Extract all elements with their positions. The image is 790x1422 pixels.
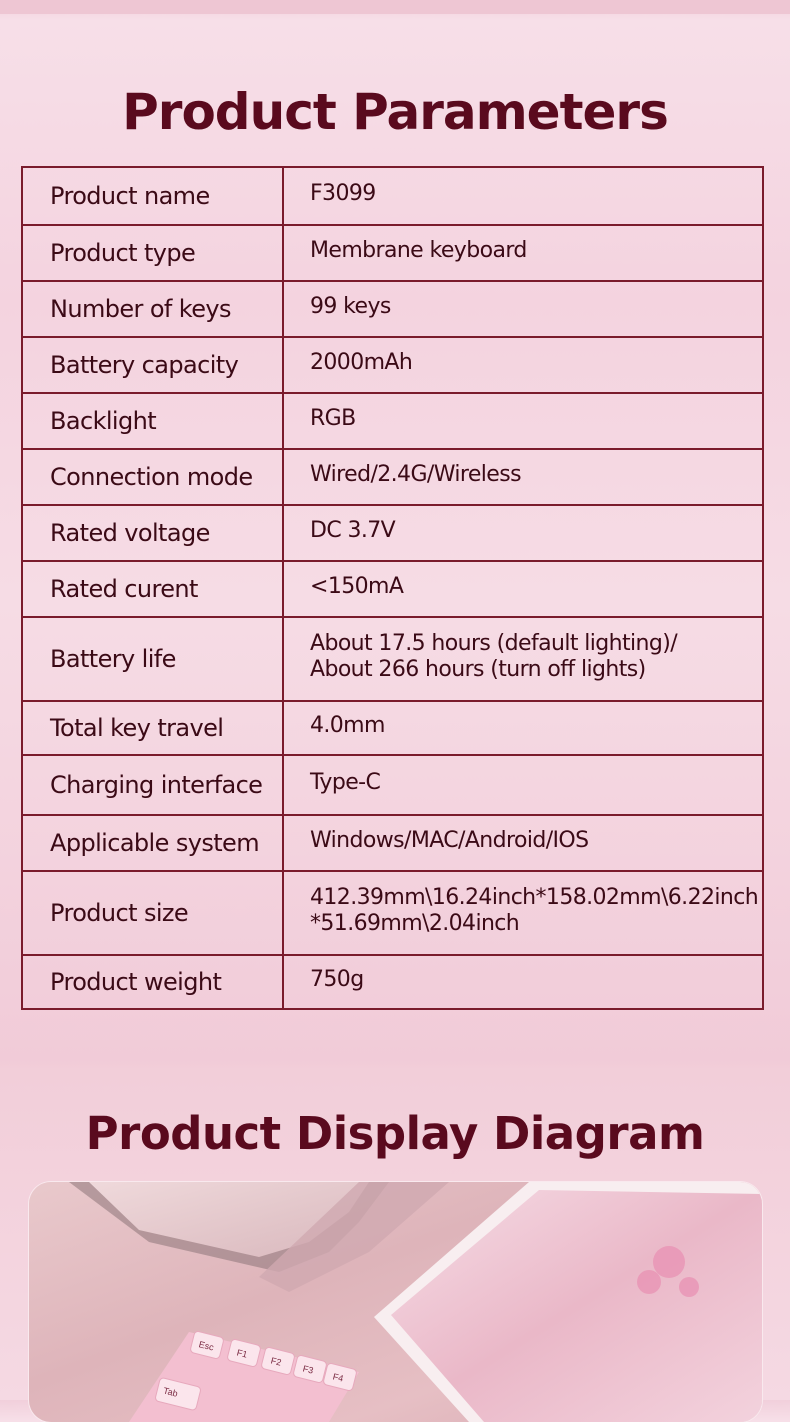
spec-value-line: *51.69mm\2.04inch xyxy=(310,911,520,936)
spec-label: Battery capacity xyxy=(22,337,283,393)
spec-value-line: Type-C xyxy=(310,770,381,795)
spec-value xyxy=(283,167,763,225)
spec-row xyxy=(22,393,763,449)
spec-label: Backlight xyxy=(22,393,283,449)
top-strip xyxy=(0,0,790,14)
spec-value xyxy=(283,701,763,755)
spec-row xyxy=(22,167,763,225)
spec-value xyxy=(283,755,763,815)
spec-label: Number of keys xyxy=(22,281,283,337)
spec-row xyxy=(22,225,763,281)
keyboard-scene-illustration xyxy=(29,1182,762,1422)
keycap-f1-label: F1 xyxy=(235,1347,249,1360)
spec-value xyxy=(283,281,763,337)
spec-row xyxy=(22,701,763,755)
spec-value-line: Membrane keyboard xyxy=(310,238,527,263)
spec-row xyxy=(22,449,763,505)
spec-value-line: 412.39mm\16.24inch*158.02mm\6.22inch xyxy=(310,885,759,910)
spec-value-line: Wired/2.4G/Wireless xyxy=(310,462,521,487)
spec-label: Applicable system xyxy=(22,815,283,871)
spec-value xyxy=(283,815,763,871)
spec-label: Battery life xyxy=(22,617,283,701)
spec-label: Rated voltage xyxy=(22,505,283,561)
spec-row xyxy=(22,505,763,561)
spec-value-line: 750g xyxy=(310,967,364,992)
spec-value-line: F3099 xyxy=(310,181,376,206)
spec-row xyxy=(22,337,763,393)
keycap-f3-label: F3 xyxy=(301,1363,315,1376)
spec-value xyxy=(283,955,763,1009)
spec-value xyxy=(283,617,763,701)
spec-label: Charging interface xyxy=(22,755,283,815)
spec-value-line: 2000mAh xyxy=(310,350,413,375)
spec-value xyxy=(283,225,763,281)
spec-value-line: RGB xyxy=(310,406,356,431)
spec-value-line: About 17.5 hours (default lighting)/ xyxy=(310,631,678,656)
spec-label: Rated curent xyxy=(22,561,283,617)
spec-value xyxy=(283,561,763,617)
spec-row xyxy=(22,617,763,701)
spec-value-line: About 266 hours (turn off lights) xyxy=(310,657,646,682)
spec-label: Product size xyxy=(22,871,283,955)
spec-label: Connection mode xyxy=(22,449,283,505)
spec-value-line: 99 keys xyxy=(310,294,391,319)
product-display-image xyxy=(29,1182,762,1422)
product-parameters-table xyxy=(21,166,764,1010)
spec-value xyxy=(283,871,763,955)
spec-value xyxy=(283,449,763,505)
spec-row xyxy=(22,755,763,815)
keycap-f2-label: F2 xyxy=(269,1355,283,1368)
keycap-f4-label: F4 xyxy=(331,1371,345,1384)
keycap-esc-label: Esc xyxy=(197,1339,215,1353)
spec-row xyxy=(22,815,763,871)
spec-value xyxy=(283,337,763,393)
spec-value-line: 4.0mm xyxy=(310,713,385,738)
spec-row xyxy=(22,561,763,617)
spec-row xyxy=(22,871,763,955)
spec-row xyxy=(22,955,763,1009)
keycap-tab-label: Tab xyxy=(162,1385,179,1399)
section-title-display: Product Display Diagram xyxy=(85,1107,705,1160)
spec-value-line: DC 3.7V xyxy=(310,518,396,543)
section-title-parameters: Product Parameters xyxy=(122,83,668,141)
spec-row xyxy=(22,281,763,337)
spec-label: Total key travel xyxy=(22,701,283,755)
spec-value-line: <150mA xyxy=(310,574,404,599)
spec-label: Product type xyxy=(22,225,283,281)
spec-value xyxy=(283,393,763,449)
spec-label: Product weight xyxy=(22,955,283,1009)
spec-value xyxy=(283,505,763,561)
spec-label: Product name xyxy=(22,167,283,225)
spec-value-line: Windows/MAC/Android/IOS xyxy=(310,828,589,853)
